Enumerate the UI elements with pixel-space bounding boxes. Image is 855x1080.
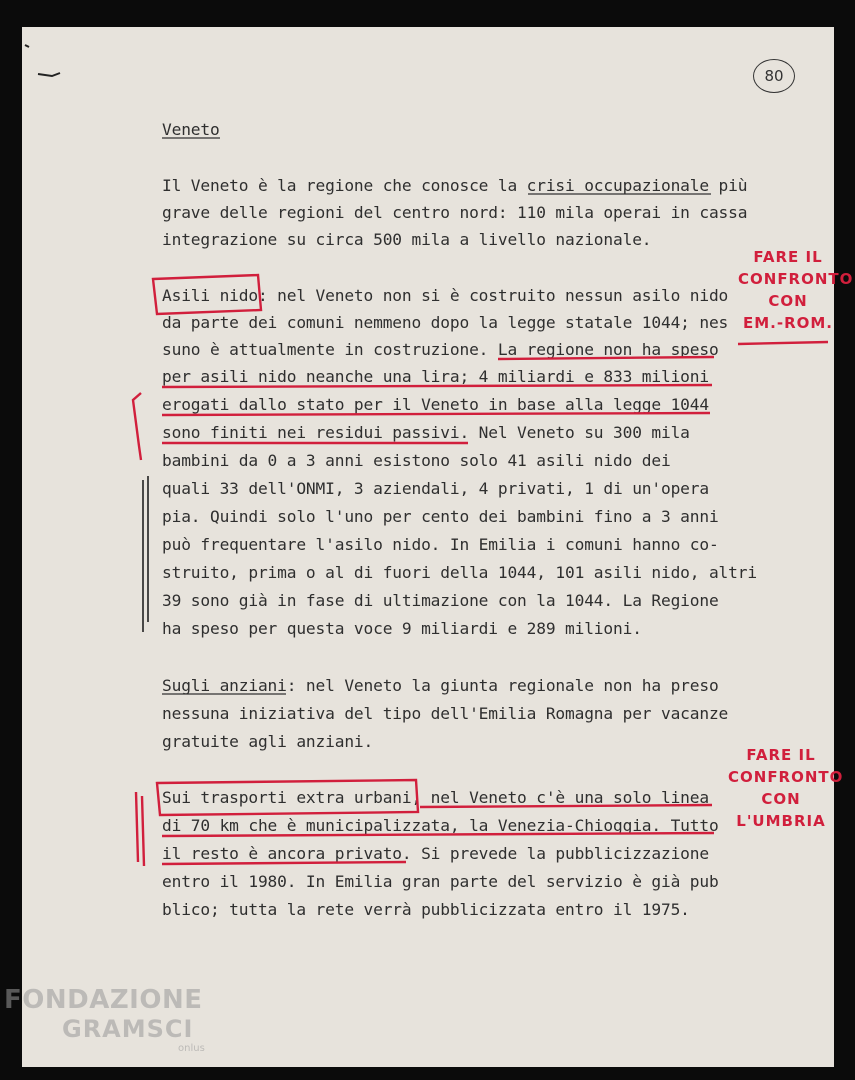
note-line: L'UMBRIA xyxy=(736,812,826,830)
text-line: bambini da 0 a 3 anni esistono solo 41 asili nido dei xyxy=(162,451,671,470)
text-line: blico; tutta la rete verrà pubblicizzata entro il 1975. xyxy=(162,900,690,919)
note-line: CONFRONTO xyxy=(728,768,844,786)
text-line: pia. Quindi solo l'uno per cento dei bambini fino a 3 anni xyxy=(162,507,719,526)
section-heading: Veneto xyxy=(162,120,220,139)
text-line: ha speso per questa voce 9 miliardi e 289 milioni. xyxy=(162,619,642,638)
text-line: può frequentare l'asilo nido. In Emilia i comuni hanno co- xyxy=(162,535,719,554)
red-underline xyxy=(498,357,714,359)
box-trasporti xyxy=(157,780,418,815)
text-line: erogati dallo stato per il Veneto in base alla legge 1044 xyxy=(162,395,709,414)
text-line: suno è attualmente in costruzione. La regione non ha speso xyxy=(162,340,719,359)
note-underline xyxy=(738,342,828,344)
text-line: 39 sono già in fase di ultimazione con la 1044. La Regione xyxy=(162,591,719,610)
margin-bracket-red xyxy=(136,792,144,866)
page-number: 80 xyxy=(753,59,795,93)
red-underline xyxy=(420,805,712,807)
text-line: quali 33 dell'ONMI, 3 aziendali, 4 privati, 1 di un'opera xyxy=(162,479,709,498)
box-asili-nido xyxy=(153,275,261,314)
text-line: integrazione su circa 500 mila a livello nazionale. xyxy=(162,230,652,249)
watermark-line: onlus xyxy=(178,1043,205,1054)
text-line: il resto è ancora privato. Si prevede la pubblicizzazione xyxy=(162,844,709,863)
red-underline xyxy=(162,385,712,387)
text-line: di 70 km che è municipalizzata, la Venezia-Chioggia. Tutto xyxy=(162,816,719,835)
watermark-line: GRAMSCI xyxy=(62,1015,194,1043)
text-line: Asili nido: nel Veneto non si è costruito nessun asilo nido xyxy=(162,286,729,305)
margin-bar-black xyxy=(143,476,148,632)
text-line: struito, prima o al di fuori della 1044, 101 asili nido, altri xyxy=(162,563,757,582)
note-line: FARE IL xyxy=(753,248,823,266)
note-line: CON xyxy=(768,292,808,310)
note-line: CONFRONTO xyxy=(738,270,854,288)
text-line: per asili nido neanche una lira; 4 miliardi e 833 milioni xyxy=(162,367,709,386)
watermark-line: FONDAZIONE xyxy=(4,985,203,1015)
red-underline xyxy=(162,833,714,836)
text-line: Il Veneto è la regione che conosce la crisi occupazionale più xyxy=(162,176,748,195)
text-line: nessuna iniziativa del tipo dell'Emilia Romagna per vacanze xyxy=(162,704,729,723)
text-line: Sugli anziani: nel Veneto la giunta regionale non ha preso xyxy=(162,676,719,695)
red-underline xyxy=(162,413,710,415)
text-line: grave delle regioni del centro nord: 110 mila operai in cassa xyxy=(162,203,748,222)
text-line: Sui trasporti extra urbani, nel Veneto c'è una solo linea xyxy=(162,788,709,807)
text-line: da parte dei comuni nemmeno dopo la legge statale 1044; nes xyxy=(162,313,729,332)
note-line: FARE IL xyxy=(746,746,816,764)
red-underline xyxy=(162,862,406,864)
note-line: CON xyxy=(761,790,801,808)
text-line: entro il 1980. In Emilia gran parte del servizio è già pub xyxy=(162,872,719,891)
margin-bracket-red xyxy=(133,393,141,460)
note-line: EM.-ROM. xyxy=(742,314,834,332)
text-line: gratuite agli anziani. xyxy=(162,732,374,751)
text-line: sono finiti nei residui passivi. Nel Veneto su 300 mila xyxy=(162,423,690,442)
ink-speck xyxy=(25,45,60,76)
